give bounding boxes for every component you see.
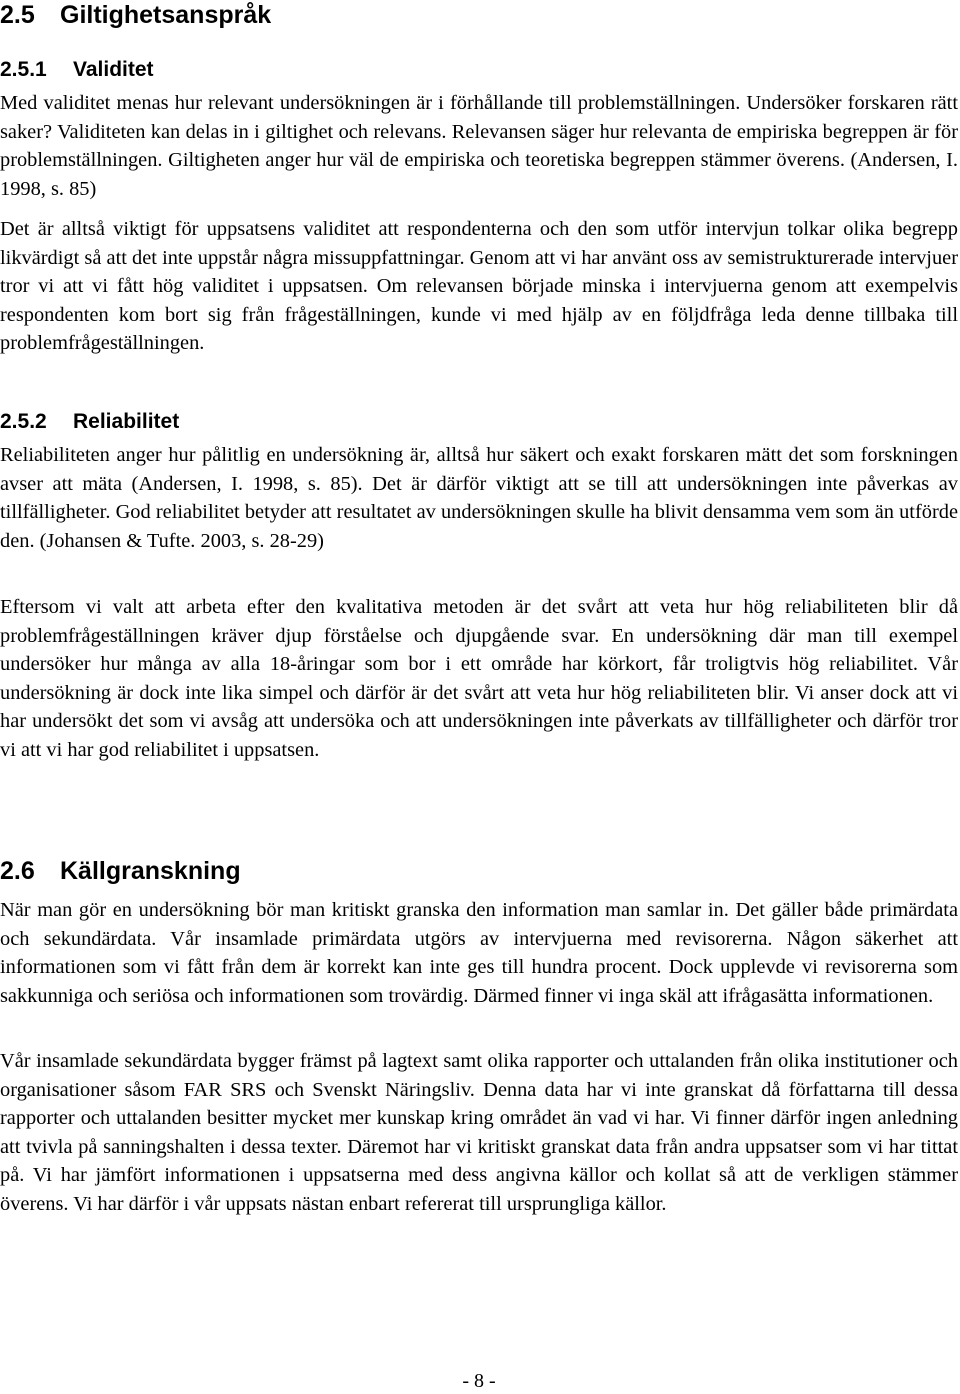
paragraph-kallgranskning-1: När man gör en undersökning bör man kritiskt granska den information man samlar in. Det gäller både primärdata och sekundärdata. Vår insamlade primärdata utgörs av intervjuerna med revisorerna. Någon säkerhet att informationen som vi fått från dem är korrekt kan inte ges till hundra procent. Dock upplevde vi revisorerna som sakkunniga och seriösa och informationen som trovärdig. Därmed finner vi inga skäl att ifrågasätta informationen. (0, 899, 958, 1007)
subsection-number: 2.5.1 (0, 58, 47, 81)
paragraph-reliabilitet-1: Reliabiliteten anger hur pålitlig en undersökning är, alltså hur säkert och exakt forskaren mätt det som forskningen avser att mäta (Andersen, I. 1998, s. 85). Det är därför viktigt att se till att undersökningen inte påverkas av tillfälligheter. God reliabilitet betyder att resultatet av undersökningen skulle ha blivit densamma vem som än utförde den. (Johansen & Tufte. 2003, s. 28-29) (0, 444, 958, 552)
section-number: 2.5 (0, 1, 35, 29)
subsection-heading-2-5-2 (0, 409, 179, 435)
section-number: 2.6 (0, 857, 35, 885)
paragraph-kallgranskning-2: Vår insamlade sekundärdata bygger främst på lagtext samt olika rapporter och uttalanden från olika institutioner och organisationer såsom FAR SRS och Svenskt Näringsliv. Denna data har vi inte granskat då författarna till dessa rapporter och uttalanden besitter mycket mer kunskap kring området än vad vi har. Vi finner därför ingen anledning att tvivla på sanningshalten i dessa texter. Däremot har vi kritiskt granskat data från andra uppsatser som vi har tittat på. Vi har jämfört informationen i uppsatserna med dess angivna källor och kollat så att de verkligen stämmer överens. Vi har därför i vår uppsats nästan enbart refererat till ursprungliga källor. (0, 1050, 958, 1215)
section-heading-2-6 (0, 856, 241, 886)
section-title: Giltighetsanspråk (60, 1, 272, 29)
section-title: Källgranskning (60, 857, 241, 885)
subsection-title: Validitet (73, 58, 154, 81)
paragraph-validitet-2: Det är alltså viktigt för uppsatsens validitet att respondenterna och den som utför intervjun tolkar olika begrepp likvärdigt så att det inte uppstår några missuppfattningar. Genom att vi har använt oss av semistrukturerade intervjuer tror vi att vi fått hög validitet i uppsatsen. Om relevansen började minska i intervjuerna genom att exempelvis respondenten kom bort sig från frågeställningen, kunde vi med hjälp av en följdfråga leda denne tillbaka till problemfrågeställningen. (0, 218, 958, 355)
subsection-title: Reliabilitet (73, 410, 180, 433)
subsection-number: 2.5.2 (0, 410, 47, 433)
subsection-heading-2-5-1 (0, 57, 154, 83)
paragraph-validitet-1: Med validitet menas hur relevant undersökningen är i förhållande till problemställningen. Undersöker forskaren rätt saker? Validiteten kan delas in i giltighet och relevans. Relevansen säger hur relevanta de empiriska begreppen är för problemställningen. Giltigheten anger hur väl de empiriska och teoretiska begreppen stämmer överens. (Andersen, I. 1998, s. 85) (0, 92, 958, 200)
paragraph-reliabilitet-2: Eftersom vi valt att arbeta efter den kvalitativa metoden är det svårt att veta hur hög reliabiliteten blir då problemfrågeställningen kräver djup förståelse och djupgående svar. En undersökning där man till exempel undersöker hur många av alla 18-åringar som bor i ett område har körkort, får troligtvis hög reliabilitet. Vår undersökning är dock inte lika simpel och därför är det svårt att veta hur hög reliabiliteten blir. Vi anser dock att vi har undersökt det som vi avsåg att undersöka och att undersökningen inte påverkats av tillfälligheter och därför tror vi att vi har god reliabilitet i uppsatsen. (0, 596, 958, 761)
page-number: - 8 - (462, 1370, 496, 1392)
section-heading-2-5 (0, 0, 271, 30)
